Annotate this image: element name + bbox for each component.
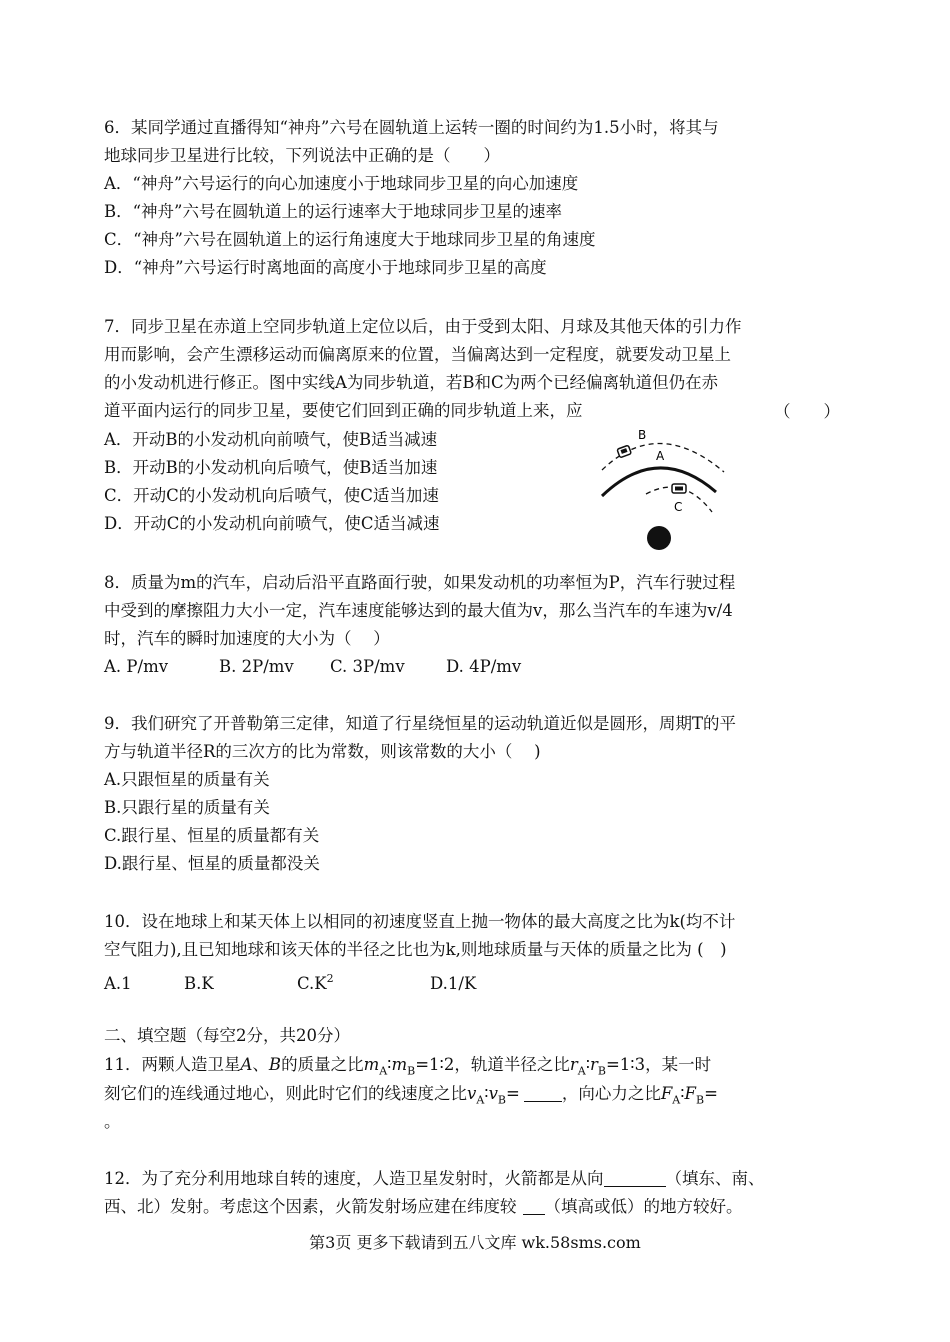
q12-line1b: （填东、南、 xyxy=(665,1169,765,1188)
q6-option-c: C．“神舟”六号在圆轨道上的运行角速度大于地球同步卫星的角速度 xyxy=(104,230,596,249)
q11-FA: F xyxy=(660,1084,673,1103)
q11-FA-sub: A xyxy=(672,1093,681,1107)
q11-vA: v xyxy=(467,1084,477,1103)
q11-rA: r xyxy=(569,1055,578,1074)
q7-stem-line4: 道平面内运行的同步卫星，要使它们回到正确的同步轨道上来，应 xyxy=(104,401,583,420)
q12-line1a: 12．为了充分利用地球自转的速度，人造卫星发射时，火箭都是从向 xyxy=(104,1169,604,1188)
q10-option-a: A.1 xyxy=(104,973,132,993)
q9-stem-line1: 9．我们研究了开普勒第三定律，知道了行星绕恒星的运动轨道近似是圆形，周期T的平 xyxy=(104,714,737,733)
q8-option-c: C. 3P/mv xyxy=(330,657,405,676)
q12-line2 xyxy=(104,1193,743,1221)
orbit-figure xyxy=(588,424,738,554)
q11-rB-sub: B xyxy=(597,1064,606,1078)
q6-stem-line1: 6．某同学通过直播得知“神舟”六号在圆轨道上运转一圈的时间约为1.5小时，将其与 xyxy=(104,118,719,137)
q11-t3: 的质量之比 xyxy=(281,1055,364,1074)
q6-option-d: D．“神舟”六号运行时离地面的高度小于地球同步卫星的高度 xyxy=(104,258,547,277)
q7-option-c: C．开动C的小发动机向后喷气，使C适当加速 xyxy=(104,486,439,505)
q8-option-a: A. P/mv xyxy=(104,657,169,676)
q7-option-d: D．开动C的小发动机向前喷气，使C适当减速 xyxy=(104,514,440,533)
q11-mB: m xyxy=(391,1055,408,1074)
q8-option-b: B. 2P/mv xyxy=(219,657,294,676)
q11-FB-sub: B xyxy=(695,1093,705,1107)
q11-eq: = xyxy=(704,1084,718,1103)
q9-option-a: A.只跟恒星的质量有关 xyxy=(104,770,270,789)
q7-answer-paren: （ ） xyxy=(774,402,840,421)
q7-stem-line1: 7．同步卫星在赤道上空同步轨道上定位以后，由于受到太阳、月球及其他天体的引力作 xyxy=(104,317,742,336)
q9-stem-line2: 方与轨道半径R的三次方的比为常数，则该常数的大小（ ) xyxy=(104,742,541,761)
q8-options xyxy=(104,653,521,681)
q11-rB: r xyxy=(589,1055,598,1074)
q11-B: B xyxy=(268,1055,282,1074)
q11-t1: 11．两颗人造卫星 xyxy=(104,1055,241,1074)
q10-option-c xyxy=(297,965,430,998)
q11-colon2: ∶ xyxy=(585,1055,590,1074)
q10-option-b: B.K xyxy=(184,973,214,993)
q8-stem-line1: 8．质量为m的汽车，启动后沿平直路面行驶，如果发动机的功率恒为P，汽车行驶过程 xyxy=(104,573,736,592)
q11-t6: = xyxy=(506,1084,520,1103)
q11-t5: =1∶3，某一时 xyxy=(605,1055,712,1074)
section2-title: 二、填空题（每空2分，共20分） xyxy=(104,1026,350,1045)
q8-stem-line2: 中受到的摩擦阻力大小一定，汽车速度能够达到的最大值为v，那么当汽车的车速为v/4 xyxy=(104,601,733,620)
q8-stem-line3: 时，汽车的瞬时加速度的大小为（ ） xyxy=(104,629,390,648)
q6-stem-line2: 地球同步卫星进行比较，下列说法中正确的是（ ） xyxy=(104,146,500,165)
q10-stem-line1: 10．设在地球上和某天体上以相同的初速度竖直上抛一物体的最大高度之比为k(均不计 xyxy=(104,912,736,931)
label-a: A xyxy=(656,449,665,463)
q11-line2a: 刻它们的连线通过地心，则此时它们的线速度之比 xyxy=(104,1084,467,1103)
q8-option-d: D. 4P/mv xyxy=(446,657,522,676)
q12-line2b: （填高或低）的地方较好。 xyxy=(544,1197,743,1216)
q12-line2a: 西、北）发射。考虑这个因素，火箭发射场应建在纬度较 xyxy=(104,1197,517,1216)
q11-blank-velocity[interactable] xyxy=(524,1083,562,1102)
q7-option-a: A．开动B的小发动机向前喷气，使B适当减速 xyxy=(104,430,438,449)
q10-option-c-base: C.K xyxy=(297,973,327,993)
q11-vB-sub: B xyxy=(497,1093,506,1107)
label-c: C xyxy=(674,500,683,514)
q7-stem-line3: 的小发动机进行修正。图中实线A为同步轨道，若B和C为两个已经偏离轨道但仍在赤 xyxy=(104,373,719,392)
q12-line1 xyxy=(104,1165,765,1193)
q6-option-b: B．“神舟”六号在圆轨道上的运行速率大于地球同步卫星的速率 xyxy=(104,202,562,221)
q11-mA: m xyxy=(363,1055,380,1074)
q11-t2: 、 xyxy=(252,1055,269,1074)
earth-dot xyxy=(647,526,671,550)
q10-stem-line2: 空气阻力),且已知地球和该天体的半径之比也为k,则地球质量与天体的质量之比为 ( ) xyxy=(104,940,727,959)
q11-t7: ，向心力之比 xyxy=(561,1084,661,1103)
q7-option-b: B．开动B的小发动机向后喷气，使B适当加速 xyxy=(104,458,438,477)
q12-blank-direction[interactable] xyxy=(604,1168,666,1187)
q11-vA-sub: A xyxy=(476,1093,485,1107)
orbit-a-solid xyxy=(602,468,716,496)
q10-options xyxy=(104,965,476,998)
q11-line3: 。 xyxy=(104,1112,121,1131)
q11-colon1: ∶ xyxy=(387,1055,392,1074)
q7-stem-line2: 用而影响，会产生漂移运动而偏离原来的位置，当偏离达到一定程度，就要发动卫星上 xyxy=(104,345,731,364)
q9-option-c: C.跟行星、恒星的质量都有关 xyxy=(104,826,320,845)
q11-line2 xyxy=(104,1080,718,1114)
q6-option-a: A．“神舟”六号运行的向心加速度小于地球同步卫星的向心加速度 xyxy=(104,174,579,193)
q10-option-d: D.1/K xyxy=(430,973,477,993)
q11-A: A xyxy=(240,1055,253,1074)
q11-t4: =1∶2，轨道半径之比 xyxy=(415,1055,570,1074)
q11-rA-sub: A xyxy=(577,1064,586,1078)
q10-option-c-sup: 2 xyxy=(326,972,334,985)
q11-FB: F xyxy=(684,1084,696,1103)
q9-option-b: B.只跟行星的质量有关 xyxy=(104,798,270,817)
q12-blank-latitude[interactable] xyxy=(523,1196,545,1215)
satellite-c-panel xyxy=(675,487,683,491)
q11-colon3: ∶ xyxy=(484,1084,489,1103)
q11-vB: v xyxy=(488,1084,498,1103)
q11-colon4: ∶ xyxy=(680,1084,685,1103)
page-footer: 第3页 更多下载请到五八文库 wk.58sms.com xyxy=(309,1233,641,1252)
q11-mA-sub: A xyxy=(379,1064,388,1078)
label-b: B xyxy=(638,428,647,442)
q11-mB-sub: B xyxy=(407,1064,416,1078)
q9-option-d: D.跟行星、恒星的质量都没关 xyxy=(104,854,320,873)
